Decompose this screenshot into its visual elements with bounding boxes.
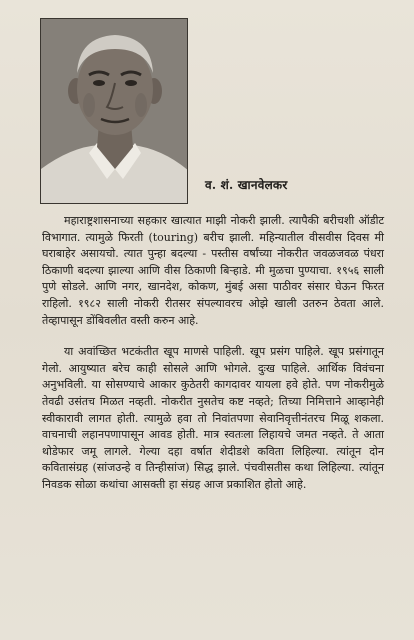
body-text: [42, 213, 384, 494]
author-portrait-image: [41, 19, 188, 204]
paragraph: महाराष्ट्रशासनाच्या सहकार खात्यात माझी नोकरी झाली. त्यापैकी बरीचशी ऑडीट विभागात. त्यामुळे फिरती (touring) बरीच झाली. महिन्यातील वीसवीस दिवस मी घराबाहेर असायचो. त्यात पुन्हा बदल्या - पस्तीस वर्षांच्या नोकरीत जवळजवळ पंधरा ठिकाणी बदल्या झाल्या आणि वीस ठिकाणी बिऱ्हाडे. मी मुळचा पुण्याचा. १९५६ साली पुणे सोडले. आणि नगर, खानदेश, कोकण, मुंबई असा पाठीवर संसार घेऊन फिरत राहिलो. १९८२ साली नोकरी रीतसर संपल्यावरच ओझे खाली उतरुन ठेवता आले. तेव्हापासून डोंबिवलीत वस्ती करुन आहे.: [42, 214, 384, 327]
author-photo: [40, 18, 188, 204]
paragraph: या अवांच्छित भटकंतीत खूप माणसे पाहिली. खूप प्रसंग पाहिले. खूप प्रसंगातून गेलो. आयुष्यात बरेच काही सोसले आणि भोगले. दुःख पाहिले. आर्थिक विवंचना अनुभविली. या सोसण्याचे आकार कुठेतरी कागदावर यायला हवे होते. पण नोकरीमुळे तेवढी उसंतच मिळत नव्हती. नोकरीत नुसतेच कष्ट नव्हते; तिच्या निमित्ताने आव्हानेही स्वीकारावी लागत होती. त्यामुळे हवा तो निवांतपणा सेवानिवृत्तीनंतरच मिळू शकला. वाचनाची लहानपणापासून आवड होती. मात्र स्वतःला लिहायचे जमत नव्हते. ते आता थोडेफार जमू लागले. गेल्या दहा वर्षात शेदीडशे कविता लिहिल्या. त्यांतून दोन कवितासंग्रह (सांजउन्हे व तिन्हीसांज) सिद्ध झाले. पंचवीसतीस कथा लिहिल्या. त्यांतून निवडक सोळा कथांचा आसक्ती हा संग्रह आज प्रकाशित होतो आहे.: [42, 345, 384, 491]
author-name: व. शं. खानवेलकर: [205, 178, 288, 192]
